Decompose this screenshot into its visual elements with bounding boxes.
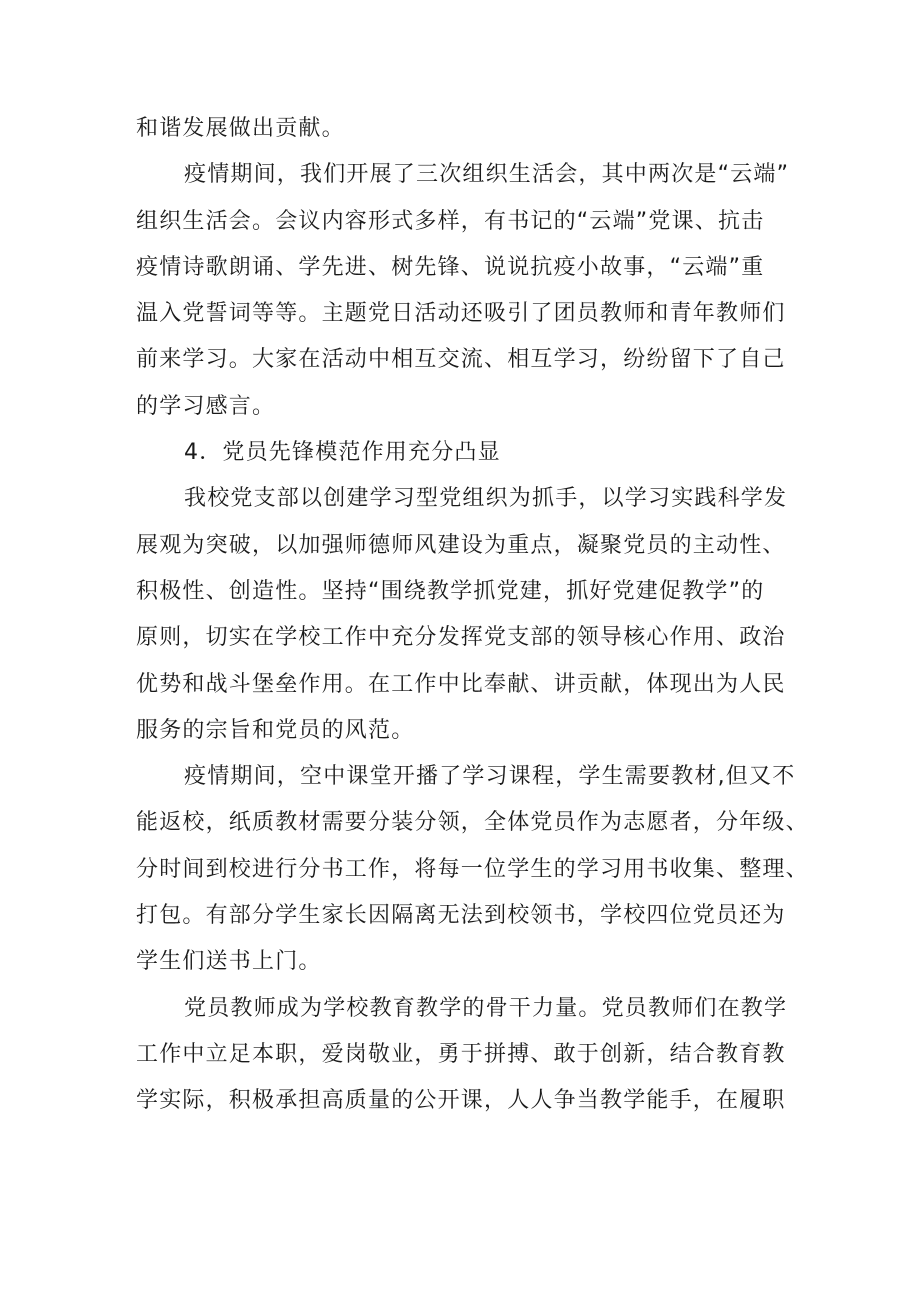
section-heading-text: 4．党员先锋模范作用充分凸显 — [184, 440, 501, 466]
paragraph-teachers-backbone — [136, 986, 796, 1125]
paragraph-textbook-distribution — [136, 754, 809, 985]
text-line: 疫情期间，空中课堂开播了学习课程，学生需要教材,但又不 — [184, 764, 796, 790]
text-line: 疫情期间，我们开展了三次组织生活会，其中两次是“云端” — [184, 162, 790, 188]
section-heading — [136, 430, 796, 476]
text-line: 疫情诗歌朗诵、学先进、树先锋、说说抗疫小故事，“云端”重 — [136, 254, 765, 280]
text-line: 原则，切实在学校工作中充分发挥党支部的领导核心作用、政治 — [136, 625, 786, 651]
paragraph-continuation — [136, 106, 796, 152]
text-line: 学实际，积极承担高质量的公开课，人人争当教学能手，在履职 — [136, 1088, 786, 1114]
text-line: 展观为突破，以加强师德师风建设为重点，凝聚党员的主动性、 — [136, 532, 786, 558]
document-body — [136, 106, 809, 1125]
text-line: 积极性、创造性。坚持“围绕教学抓党建，抓好党建促教学”的 — [136, 578, 765, 604]
paragraph-party-branch — [136, 476, 796, 754]
text-line: 温入党誓词等等。主题党日活动还吸引了团员教师和青年教师们 — [136, 301, 786, 327]
text-line: 和谐发展做出贡献。 — [136, 116, 345, 141]
text-line: 我校党支部以创建学习型党组织为抓手，以学习实践科学发 — [184, 486, 788, 512]
text-line: 能返校，纸质教材需要分装分领，全体党员作为志愿者，分年级、 — [136, 810, 809, 836]
paragraph-online-meetings — [136, 152, 796, 430]
text-line: 打包。有部分学生家长因隔离无法到校领书，学校四位党员还为 — [136, 903, 786, 929]
text-line: 的学习感言。 — [136, 393, 276, 419]
text-line: 分时间到校进行分书工作，将每一位学生的学习用书收集、整理、 — [136, 856, 809, 882]
text-line: 学生们送书上门。 — [136, 949, 322, 975]
text-line: 服务的宗旨和党员的风范。 — [136, 717, 415, 743]
text-line: 组织生活会。会议内容形式多样，有书记的“云端”党课、抗击 — [136, 208, 765, 234]
text-line: 前来学习。大家在活动中相互交流、相互学习，纷纷留下了自己 — [136, 347, 786, 373]
text-line: 优势和战斗堡垒作用。在工作中比奉献、讲贡献，体现出为人民 — [136, 671, 786, 697]
text-line: 工作中立足本职，爱岗敬业，勇于拼搏、敢于创新，结合教育教 — [136, 1041, 786, 1067]
text-line: 党员教师成为学校教育教学的骨干力量。党员教师们在教学 — [184, 995, 788, 1021]
